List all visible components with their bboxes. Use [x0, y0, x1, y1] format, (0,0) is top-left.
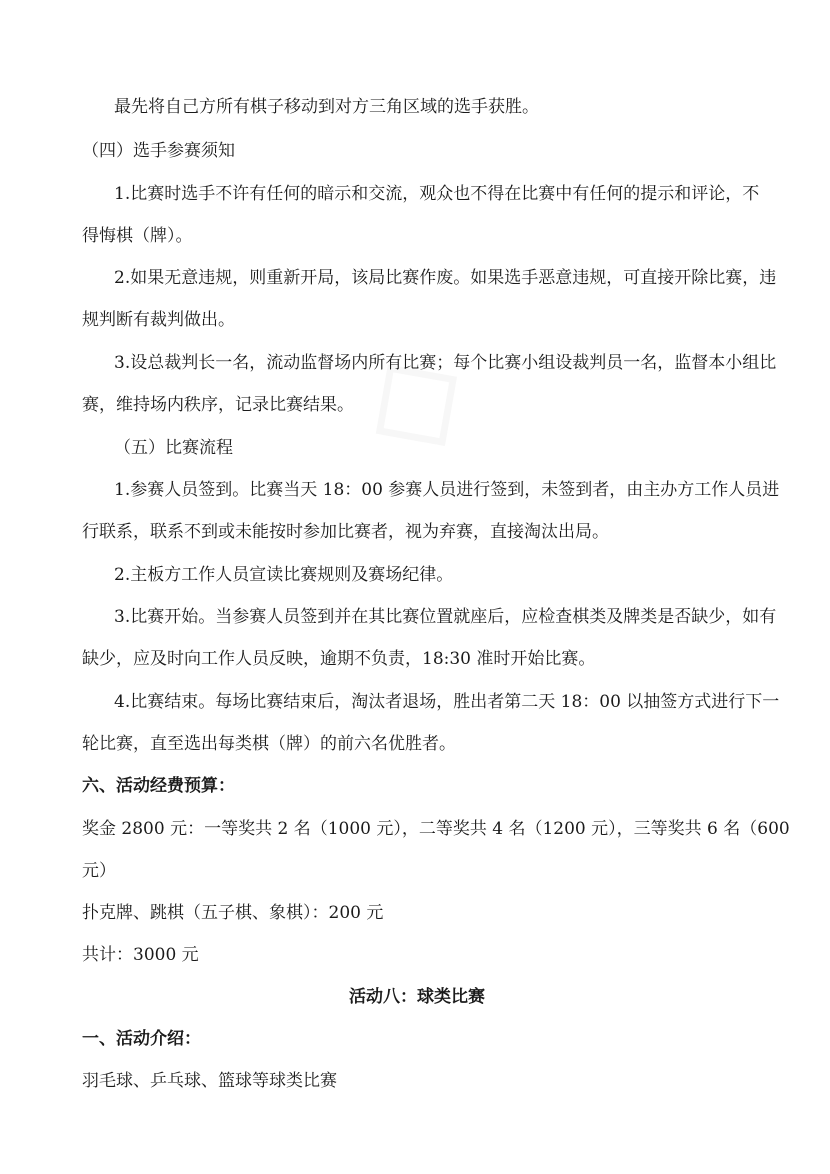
- text-line: 共计：3000 元: [82, 945, 199, 965]
- text-line: 1.参赛人员签到。比赛当天 18：00 参赛人员进行签到，未签到者，由主办方工作人员进: [114, 480, 780, 500]
- text-line: 扑克牌、跳棋（五子棋、象棋）：200 元: [82, 903, 384, 923]
- text-line: 4.比赛结束。每场比赛结束后，淘汰者退场，胜出者第二天 18：00 以抽签方式进行下一: [114, 692, 780, 712]
- text-line: 规判断有裁判做出。: [82, 310, 235, 330]
- section-heading-6: 六、活动经费预算：: [82, 776, 235, 796]
- text-line: 得悔棋（牌）。: [82, 226, 193, 246]
- activity-title: 活动八：球类比赛: [349, 987, 485, 1007]
- text-line: 1.比赛时选手不许有任何的暗示和交流，观众也不得在比赛中有任何的提示和评论，不: [114, 184, 760, 204]
- text-line: 行联系，联系不到或未能按时参加比赛者，视为弃赛，直接淘汰出局。: [82, 522, 609, 542]
- section-heading-5: （五）比赛流程: [114, 438, 233, 458]
- text-line: 缺少，应及时向工作人员反映，逾期不负责，18:30 准时开始比赛。: [82, 649, 596, 669]
- text-line: 赛，维持场内秩序，记录比赛结果。: [82, 395, 354, 415]
- watermark-glyph: ◇: [325, 305, 495, 487]
- text-line: 最先将自己方所有棋子移动到对方三角区域的选手获胜。: [114, 97, 539, 117]
- text-line: 3.比赛开始。当参赛人员签到并在其比赛位置就座后，应检查棋类及牌类是否缺少，如有: [114, 607, 777, 627]
- text-line: 3.设总裁判长一名，流动监督场内所有比赛；每个比赛小组设裁判员一名，监督本小组比: [114, 353, 777, 373]
- section-heading-1: 一、活动介绍：: [82, 1029, 201, 1049]
- text-line: 奖金 2800 元：一等奖共 2 名（1000 元），二等奖共 4 名（1200 元），三等奖共 6 名（600: [82, 819, 790, 839]
- text-line: 元）: [82, 861, 116, 881]
- text-line: 羽毛球、乒乓球、篮球等球类比赛: [82, 1071, 337, 1091]
- section-heading-4: （四）选手参赛须知: [82, 141, 235, 161]
- text-line: 轮比赛，直至选出每类棋（牌）的前六名优胜者。: [82, 734, 456, 754]
- text-line: 2.如果无意违规，则重新开局，该局比赛作废。如果选手恶意违规，可直接开除比赛，违: [114, 268, 777, 288]
- text-line: 2.主板方工作人员宣读比赛规则及赛场纪律。: [114, 565, 454, 585]
